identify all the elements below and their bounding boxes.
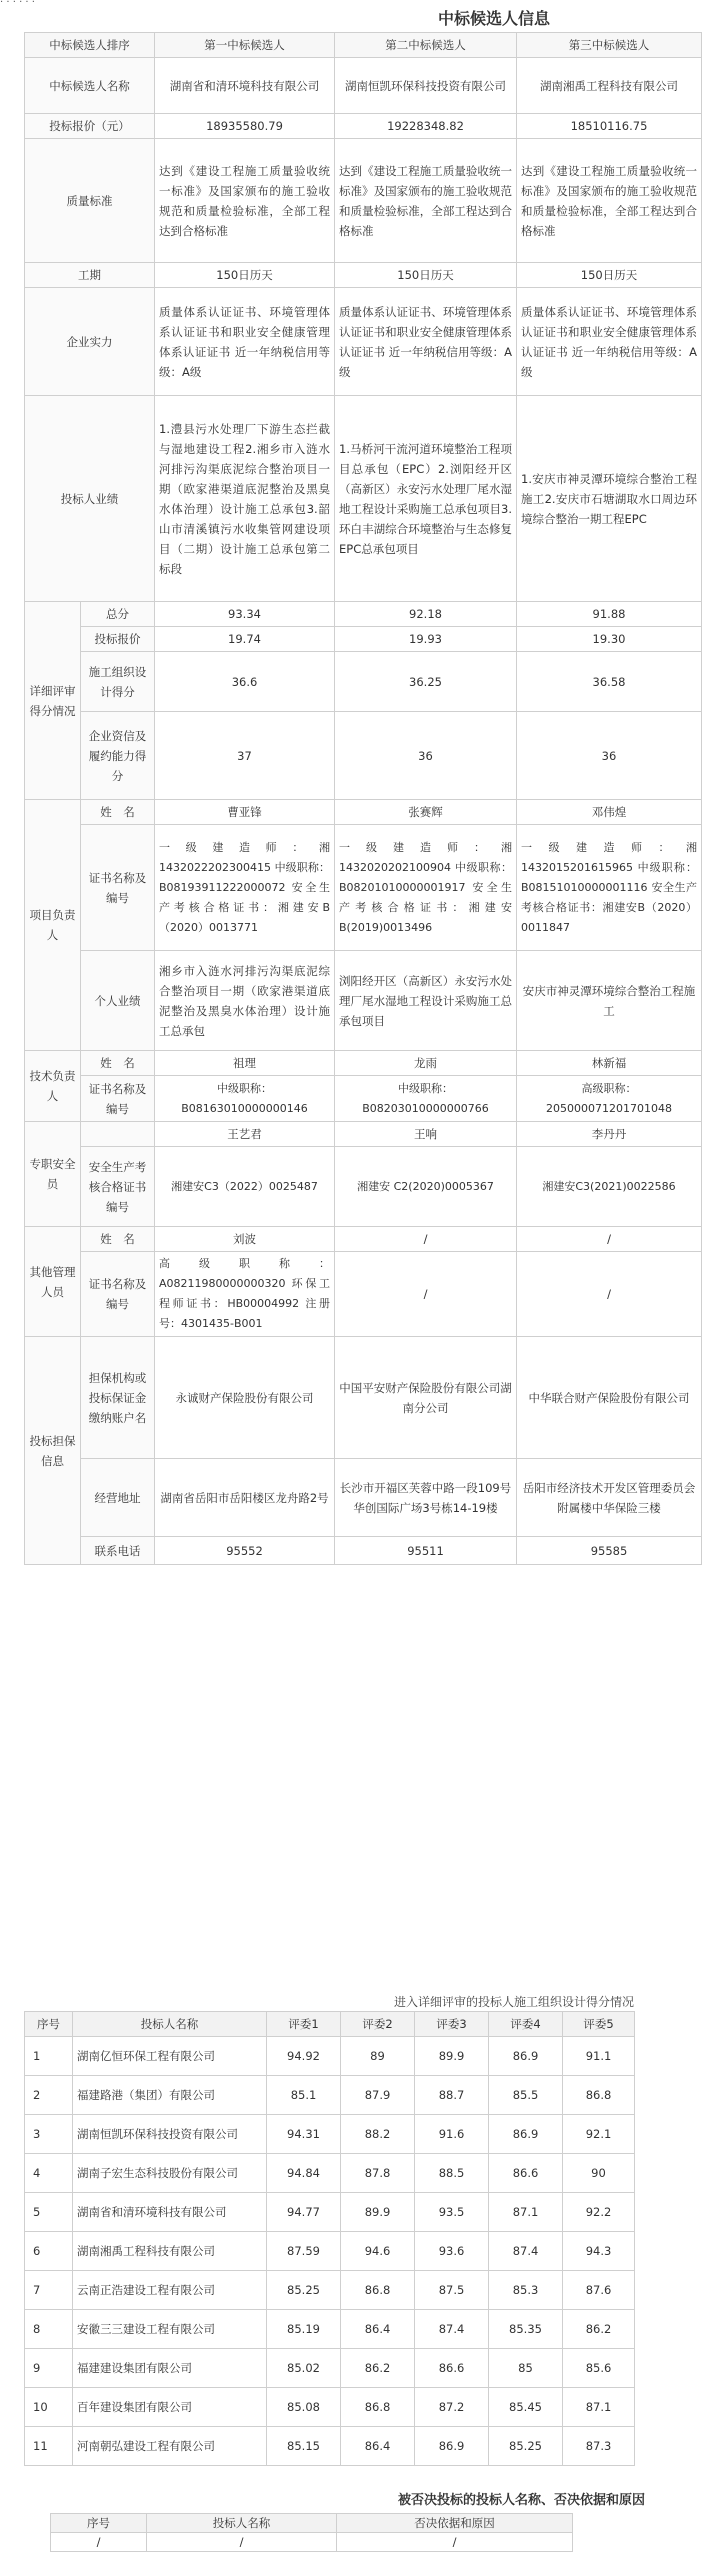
label-guarantee-addr: 经营地址: [81, 1459, 155, 1537]
label-bid: 投标报价（元）: [25, 114, 155, 139]
other-name-2: /: [335, 1227, 517, 1252]
pm-name-2: 张赛辉: [335, 800, 517, 825]
judge-score: 85.6: [563, 2349, 635, 2388]
label-pm-name: 姓 名: [81, 800, 155, 825]
bid-score-2: 19.93: [335, 627, 517, 652]
row-index: 7: [25, 2271, 73, 2310]
performance-1: 1.澧县污水处理厂下游生态拦截与湿地建设工程2.湘乡市入涟水河排污沟渠底泥综合整治项目一期（欧家港渠道底泥整治及黑臭水体治理）设计施工总承包3.韶山市清溪镇污水收集管网建设项目（二期）设计施工总承包第二标段: [155, 396, 335, 602]
table-row: [25, 2232, 635, 2271]
table-header-row: [25, 2012, 635, 2037]
table-row: [25, 1147, 702, 1227]
safety-cert-1: 湘建安C3（2022）0025487: [155, 1147, 335, 1227]
table-row: [25, 1051, 702, 1076]
judge-score: 85: [489, 2349, 563, 2388]
label-detail-scores: 详细评审得分情况: [25, 602, 81, 800]
table-row: [25, 1076, 702, 1122]
label-safety-officer: 专职安全员: [25, 1122, 81, 1227]
pm-cert-1: 一级建造师：湘1432022202300415 中级职称：B08193911222000072 安全生产考核合格证书：湘建安B（2020）0013771: [155, 825, 335, 951]
guarantee-org-3: 中华联合财产保险股份有限公司: [517, 1337, 702, 1459]
judge-score: 87.8: [341, 2154, 415, 2193]
label-guarantee-org: 担保机构或投标保证金缴纳账户名: [81, 1337, 155, 1459]
header-first: 第一中标候选人: [155, 33, 335, 58]
judge-score: 85.45: [489, 2388, 563, 2427]
table-row: [25, 1122, 702, 1147]
design-score-table: [24, 2011, 635, 2466]
header-rank: 中标候选人排序: [25, 33, 155, 58]
table-row: [25, 263, 702, 288]
company-1: 湖南省和清环境科技有限公司: [155, 58, 335, 114]
row-index: 9: [25, 2349, 73, 2388]
row-index: 10: [25, 2388, 73, 2427]
col-header-judge5: 评委5: [563, 2012, 635, 2037]
row-index: 3: [25, 2115, 73, 2154]
col-header-judge2: 评委2: [341, 2012, 415, 2037]
bid-1: 18935580.79: [155, 114, 335, 139]
safety-cert-2: 湘建安 C2(2020)0005367: [335, 1147, 517, 1227]
judge-score: 86.2: [341, 2349, 415, 2388]
bid-score-3: 19.30: [517, 627, 702, 652]
row-index: 8: [25, 2310, 73, 2349]
judge-score: 85.35: [489, 2310, 563, 2349]
label-design-score: 施工组织设计得分: [81, 652, 155, 712]
quality-2: 达到《建设工程施工质量验收统一标准》及国家颁布的施工验收规范和质量检验标准，全部工程达到合格标准: [335, 139, 517, 263]
other-cert-2: /: [335, 1252, 517, 1337]
total-score-3: 91.88: [517, 602, 702, 627]
safety-cert-3: 湘建安C3(2021)0022586: [517, 1147, 702, 1227]
judge-score: 88.7: [415, 2076, 489, 2115]
judge-score: 86.6: [415, 2349, 489, 2388]
judge-score: 86.9: [489, 2115, 563, 2154]
table-row: [25, 2076, 635, 2115]
strength-1: 质量体系认证证书、环境管理体系认证证书和职业安全健康管理体系认证证书 近一年纳税信用等级：A级: [155, 288, 335, 396]
label-pm-cert: 证书名称及编号: [81, 825, 155, 951]
tech-cert-2: 中级职称：B08203010000000766: [335, 1076, 517, 1122]
col-header-judge3: 评委3: [415, 2012, 489, 2037]
label-period: 工期: [25, 263, 155, 288]
quality-1: 达到《建设工程施工质量验收统一标准》及国家颁布的施工验收规范和质量检验标准，全部工程达到合格标准: [155, 139, 335, 263]
table-row: [25, 2037, 635, 2076]
row-index: 6: [25, 2232, 73, 2271]
candidates-table: [24, 32, 702, 1565]
col-header-name: 投标人名称: [147, 2514, 337, 2533]
label-guarantee: 投标担保信息: [25, 1337, 81, 1565]
label-project-manager: 项目负责人: [25, 800, 81, 1051]
design-score-body: [25, 2037, 635, 2466]
row-index: 5: [25, 2193, 73, 2232]
label-other-managers: 其他管理人员: [25, 1227, 81, 1337]
judge-score: 87.9: [341, 2076, 415, 2115]
judge-score: 89.9: [415, 2037, 489, 2076]
table-row: [25, 627, 702, 652]
bidder-name: 湖南湘禹工程科技有限公司: [73, 2232, 267, 2271]
judge-score: 87.6: [563, 2271, 635, 2310]
bidder-name: 云南正浩建设工程有限公司: [73, 2271, 267, 2310]
judge-score: 94.31: [267, 2115, 341, 2154]
total-score-1: 93.34: [155, 602, 335, 627]
table-row: [25, 1227, 702, 1252]
label-bid-score: 投标报价: [81, 627, 155, 652]
table-row: [25, 139, 702, 263]
guarantee-phone-3: 95585: [517, 1537, 702, 1565]
col-header-judge4: 评委4: [489, 2012, 563, 2037]
row-index: 2: [25, 2076, 73, 2115]
design-score-3: 36.58: [517, 652, 702, 712]
col-header-judge1: 评委1: [267, 2012, 341, 2037]
other-cert-3: /: [517, 1252, 702, 1337]
table-row: [25, 2388, 635, 2427]
rejected-index: /: [51, 2533, 147, 2552]
judge-score: 89.9: [341, 2193, 415, 2232]
rejected-bidders-table: [50, 2513, 573, 2552]
label-tech-name: 姓 名: [81, 1051, 155, 1076]
period-2: 150日历天: [335, 263, 517, 288]
judge-score: 86.8: [341, 2271, 415, 2310]
label-strength: 企业实力: [25, 288, 155, 396]
table-row: [25, 1459, 702, 1537]
table-row: [25, 288, 702, 396]
judge-score: 87.2: [415, 2388, 489, 2427]
judge-score: 85.3: [489, 2271, 563, 2310]
judge-score: 94.3: [563, 2232, 635, 2271]
judge-score: 86.2: [563, 2310, 635, 2349]
label-guarantee-phone: 联系电话: [81, 1537, 155, 1565]
safety-name-cell: [81, 1122, 155, 1147]
judge-score: 86.4: [341, 2427, 415, 2466]
design-score-1: 36.6: [155, 652, 335, 712]
label-total-score: 总分: [81, 602, 155, 627]
pm-name-3: 邓伟煌: [517, 800, 702, 825]
bidder-name: 湖南子宏生态科技股份有限公司: [73, 2154, 267, 2193]
label-other-name: 姓 名: [81, 1227, 155, 1252]
judge-score: 85.1: [267, 2076, 341, 2115]
judge-score: 85.02: [267, 2349, 341, 2388]
judge-score: 87.1: [489, 2193, 563, 2232]
bidder-name: 湖南恒凯环保科技投资有限公司: [73, 2115, 267, 2154]
row-index: 11: [25, 2427, 73, 2466]
label-other-cert: 证书名称及编号: [81, 1252, 155, 1337]
guarantee-phone-2: 95511: [335, 1537, 517, 1565]
performance-2: 1.马桥河干流河道环境整治工程项目总承包（EPC）2.浏阳经开区（高新区）永安污水处理厂尾水湿地工程设计采购施工总承包项目3.环白丰湖综合环境整治与生态修复EPC总承包项目: [335, 396, 517, 602]
design-score-caption: 进入详细评审的投标人施工组织设计得分情况: [394, 1995, 635, 2009]
judge-score: 85.15: [267, 2427, 341, 2466]
safety-name-1: 王艺君: [155, 1122, 335, 1147]
credit-score-1: 37: [155, 712, 335, 800]
credit-score-3: 36: [517, 712, 702, 800]
col-header-index: 序号: [51, 2514, 147, 2533]
table-row: [25, 2427, 635, 2466]
strength-3: 质量体系认证证书、环境管理体系认证证书和职业安全健康管理体系认证证书 近一年纳税信用等级：A级: [517, 288, 702, 396]
period-1: 150日历天: [155, 263, 335, 288]
pm-perf-1: 湘乡市入涟水河排污沟渠底泥综合整治项目一期（欧家港渠道底泥整治及黑臭水体治理）设计施工总承包: [155, 951, 335, 1051]
table-row: [25, 2310, 635, 2349]
label-credit-score: 企业资信及履约能力得分: [81, 712, 155, 800]
label-performance: 投标人业绩: [25, 396, 155, 602]
judge-score: 87.4: [415, 2310, 489, 2349]
bidder-name: 百年建设集团有限公司: [73, 2388, 267, 2427]
judge-score: 86.8: [563, 2076, 635, 2115]
section-title-candidates: 中标候选人信息: [438, 9, 551, 28]
other-name-3: /: [517, 1227, 702, 1252]
table-row: [25, 2154, 635, 2193]
other-name-1: 刘波: [155, 1227, 335, 1252]
quality-3: 达到《建设工程施工质量验收统一标准》及国家颁布的施工验收规范和质量检验标准，全部工程达到合格标准: [517, 139, 702, 263]
guarantee-org-2: 中国平安财产保险股份有限公司湖南分公司: [335, 1337, 517, 1459]
judge-score: 93.5: [415, 2193, 489, 2232]
table-row: [25, 114, 702, 139]
judge-score: 85.25: [489, 2427, 563, 2466]
section-title-rejected: 被否决投标的投标人名称、否决依据和原因: [398, 2493, 646, 2508]
judge-score: 85.19: [267, 2310, 341, 2349]
cropped-top-text: · · · · · ·: [0, 0, 35, 8]
bidder-name: 福建路港（集团）有限公司: [73, 2076, 267, 2115]
judge-score: 94.6: [341, 2232, 415, 2271]
pm-name-1: 曹亚锋: [155, 800, 335, 825]
other-cert-1: 高级职称：A08211980000000320 环保工程师证书：HB00004992 注册号：4301435-B001: [155, 1252, 335, 1337]
pm-cert-3: 一级建造师：湘1432015201615965 中级职称：B08151010000001116 安全生产考核合格证书：湘建安B（2020）0011847: [517, 825, 702, 951]
label-tech-cert: 证书名称及编号: [81, 1076, 155, 1122]
pm-cert-2: 一级建造师：湘1432020202100904 中级职称：B08201010000001917 安全生产考核合格证书：湘建安B(2019)0013496: [335, 825, 517, 951]
table-row: [25, 2115, 635, 2154]
guarantee-addr-1: 湖南省岳阳市岳阳楼区龙舟路2号: [155, 1459, 335, 1537]
bidder-name: 湖南亿恒环保工程有限公司: [73, 2037, 267, 2076]
table-row: [25, 1337, 702, 1459]
rejected-reason: /: [337, 2533, 573, 2552]
tech-name-2: 龙雨: [335, 1051, 517, 1076]
judge-score: 94.84: [267, 2154, 341, 2193]
table-row: [51, 2533, 573, 2552]
judge-score: 87.59: [267, 2232, 341, 2271]
judge-score: 94.92: [267, 2037, 341, 2076]
judge-score: 87.3: [563, 2427, 635, 2466]
performance-3: 1.安庆市神灵潭环境综合整治工程施工2.安庆市石塘湖取水口周边环境综合整治一期工程EPC: [517, 396, 702, 602]
label-company: 中标候选人名称: [25, 58, 155, 114]
guarantee-org-1: 永诚财产保险股份有限公司: [155, 1337, 335, 1459]
judge-score: 94.77: [267, 2193, 341, 2232]
table-row: [25, 2193, 635, 2232]
judge-score: 88.5: [415, 2154, 489, 2193]
period-3: 150日历天: [517, 263, 702, 288]
bid-3: 18510116.75: [517, 114, 702, 139]
bid-2: 19228348.82: [335, 114, 517, 139]
label-safety-cert: 安全生产考核合格证书编号: [81, 1147, 155, 1227]
judge-score: 87.4: [489, 2232, 563, 2271]
company-2: 湖南恒凯环保科技投资有限公司: [335, 58, 517, 114]
pm-perf-2: 浏阳经开区（高新区）永安污水处理厂尾水湿地工程设计采购施工总承包项目: [335, 951, 517, 1051]
safety-name-2: 王响: [335, 1122, 517, 1147]
guarantee-phone-1: 95552: [155, 1537, 335, 1565]
judge-score: 85.25: [267, 2271, 341, 2310]
judge-score: 85.08: [267, 2388, 341, 2427]
table-row: [25, 396, 702, 602]
table-row: [25, 1252, 702, 1337]
bidder-name: 河南朝弘建设工程有限公司: [73, 2427, 267, 2466]
tech-cert-1: 中级职称：B08163010000000146: [155, 1076, 335, 1122]
judge-score: 93.6: [415, 2232, 489, 2271]
row-index: 4: [25, 2154, 73, 2193]
table-row: [25, 800, 702, 825]
judge-score: 86.4: [341, 2310, 415, 2349]
judge-score: 91.6: [415, 2115, 489, 2154]
company-3: 湖南湘禹工程科技有限公司: [517, 58, 702, 114]
tech-name-1: 祖理: [155, 1051, 335, 1076]
tech-name-3: 林新福: [517, 1051, 702, 1076]
bidder-name: 安徽三三建设工程有限公司: [73, 2310, 267, 2349]
judge-score: 88.2: [341, 2115, 415, 2154]
bid-score-1: 19.74: [155, 627, 335, 652]
judge-score: 92.1: [563, 2115, 635, 2154]
safety-name-3: 李丹丹: [517, 1122, 702, 1147]
table-row: [25, 602, 702, 627]
table-row: [25, 2271, 635, 2310]
col-header-name: 投标人名称: [73, 2012, 267, 2037]
table-row: [25, 652, 702, 712]
table-row: [25, 712, 702, 800]
total-score-2: 92.18: [335, 602, 517, 627]
table-row: [25, 1537, 702, 1565]
tech-cert-3: 高级职称：205000071201701048: [517, 1076, 702, 1122]
judge-score: 86.8: [341, 2388, 415, 2427]
table-row: [25, 58, 702, 114]
table-header-row: [51, 2514, 573, 2533]
table-row: [25, 951, 702, 1051]
col-header-reason: 否决依据和原因: [337, 2514, 573, 2533]
judge-score: 89: [341, 2037, 415, 2076]
label-pm-perf: 个人业绩: [81, 951, 155, 1051]
header-second: 第二中标候选人: [335, 33, 517, 58]
rejected-name: /: [147, 2533, 337, 2552]
label-tech-lead: 技术负责人: [25, 1051, 81, 1122]
label-quality: 质量标准: [25, 139, 155, 263]
bidder-name: 福建建设集团有限公司: [73, 2349, 267, 2388]
col-header-index: 序号: [25, 2012, 73, 2037]
credit-score-2: 36: [335, 712, 517, 800]
strength-2: 质量体系认证证书、环境管理体系认证证书和职业安全健康管理体系认证证书 近一年纳税信用等级：A级: [335, 288, 517, 396]
judge-score: 85.5: [489, 2076, 563, 2115]
design-score-2: 36.25: [335, 652, 517, 712]
judge-score: 86.9: [489, 2037, 563, 2076]
guarantee-addr-2: 长沙市开福区芙蓉中路一段109号华创国际广场3号栋14-19楼: [335, 1459, 517, 1537]
judge-score: 87.5: [415, 2271, 489, 2310]
pm-perf-3: 安庆市神灵潭环境综合整治工程施工: [517, 951, 702, 1051]
table-row: [25, 825, 702, 951]
judge-score: 91.1: [563, 2037, 635, 2076]
judge-score: 90: [563, 2154, 635, 2193]
judge-score: 86.9: [415, 2427, 489, 2466]
judge-score: 92.2: [563, 2193, 635, 2232]
judge-score: 86.6: [489, 2154, 563, 2193]
row-index: 1: [25, 2037, 73, 2076]
bidder-name: 湖南省和清环境科技有限公司: [73, 2193, 267, 2232]
guarantee-addr-3: 岳阳市经济技术开发区管理委员会附属楼中华保险三楼: [517, 1459, 702, 1537]
table-row: [25, 2349, 635, 2388]
judge-score: 87.1: [563, 2388, 635, 2427]
table-row: [25, 33, 702, 58]
header-third: 第三中标候选人: [517, 33, 702, 58]
